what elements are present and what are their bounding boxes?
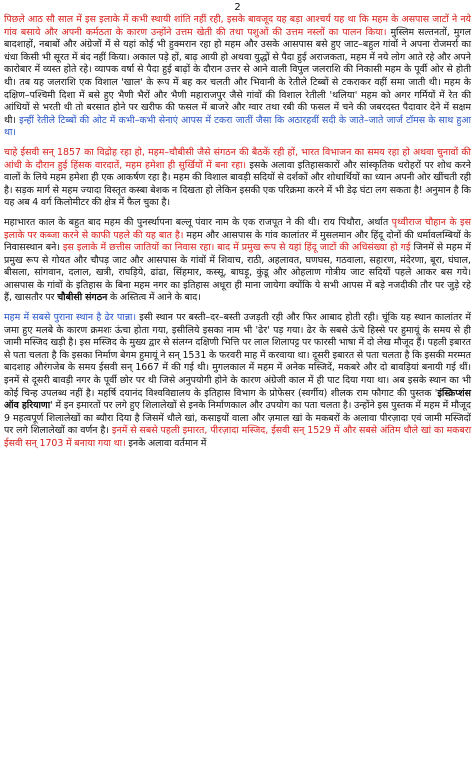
paragraph-4 — [4, 312, 471, 451]
text-run: महाभारत काल के बहुत बाद महम की पुनर्स्थापना बल्लू पंवार नाम के एक राजपूत ने की थी। राय पिथौरा, अर्थात — [4, 216, 392, 228]
paragraph-3 — [4, 217, 471, 305]
paragraph-gap — [4, 305, 471, 312]
text-run: जिनमें से महम में प्रमुख रूप से गोयत और चौपड़ जाट और आसपास के गांवों में शिवाच, राठी, अहलावत, घणघस, गठवाला, सहारण, मंदेरणा, बूरा, घंघाल, बीसला, सांगवान, दलाल, खत्री, राघड़िये, ढांढा, सिंहमार, कस्सू, बाघड़ू, कुंडू और ओहलाण गोत्रीय जाट सदियों पहले आकर बस गये। आसपास के गांवों के इतिहास के बिना महम नगर का इतिहास अधूरा ही माना जायेगा क्योंकि ये सभी आपस में बड़े नजदीकी तौर पर जुड़े रहे हैं, खासतौर पर — [4, 242, 471, 304]
text-run: चाहे ईसवी सन् 1857 का विद्रोह रहा हो, महम–चौबीसी जैसे संगठन की बैठकें रही हों, भारत विभाजन का समय रहा हो अथवा चुनावों की आंधी के दौरान हुई हिंसक वारदातें, महम हमेशा ही सुर्खियों में बना रहा। — [4, 146, 471, 171]
text-run: इस इलाके में छत्तीस जातियों का निवास रहा। बाद में प्रमुख रूप से यहां हिंदू जाटों की अधिसंख्या हो गई — [59, 242, 411, 254]
text-run: मुस्लिम सल्तनतों, मुगल बादशाहों, नबाबों और अंग्रेजों में से यहां कोई भी हुक्मरान रहा हो महम और उसके आसपास बसे हुए जाट–बहुल गांवों ने अपना रोजमर्रा का धंधा किसी भी सूरत में बंद नहीं किया। अकाल पड़े हों, बाढ़ आयी हो अथवा युद्धों से पैदा हुई अराजकता, महम में नये लोग आते रहे और अपने कारोबार में व्यस्त होते रहे। व्यापक वर्षा से पैदा हुई बाढ़ों के दौरान उत्तर से आने वाली विपुल जलराशि की निकासी महम के पूर्वी ओर से होती थी। तब यह जलराशि एक विशाल 'खाल' के रूप में बह कर चलती और भिवानी के रेतीले टिब्बों से टकराकर वहीं समा जाती थी। महम के दक्षिण–पश्चिमी दिशा में बसे हुए भैणी भैरों और भैणी महाराजपुर जैसे गांवों की विशाल रेतीली 'थलिया' महम को अगर गर्मियों में रेत की आंधियों से भरती थी तो बरसात होने पर खरीफ की फसल में बाजरे और ग्वार तथा रबी की फसल में चने की जबरदस्त पैदावार देने में सक्षम थी। — [4, 26, 471, 126]
text-run: महम और आसपास के गांव कालांतर में मुसलमान और हिंदू दोनों की धर्मावलम्बियों के निवासस्थान बने। — [4, 229, 472, 254]
text-run: इंस्क्रिप्शंस ऑव हरियाणा — [4, 387, 471, 412]
text-run: इनमें से सबसे पहली इमारत, पीरज़ादा मस्जिद, ईसवी सन् 1529 में और सबसे अंतिम धौले खां का मकबरा ईसवी सन् 1703 में बनाया गया था। — [4, 425, 472, 449]
paragraph-1 — [4, 14, 471, 140]
text-run: इन्हीं रेतीले टिब्बों की ओट में कभी–कभी सेनाएं आपस में टकरा जातीं जैसा कि अठारहवीं सदी के जाते–जाते जार्ज टॉमस के साथ हुआ था। — [4, 114, 471, 139]
page-number: 2 — [234, 2, 241, 13]
text-run: ' में इन इमारतों पर लगे हुए शिलालेखों से इनके निर्माणकाल और उपयोग का पता चलता है। उन्होंने इस पुस्तक में महम में मौजूद 9 महत्वपूर्ण शिलालेखों का ब्यौरा दिया है जिसमें धौले खां, कसाइयों वाला और ज़माल खां के मकबरों के अलावा पीरज़ादा एवं जामी मस्जिदों पर लगे शिलालेखों का वर्णन है। — [4, 400, 471, 437]
text-run: के अस्तित्व में आने के बाद। — [107, 292, 201, 304]
document-body — [4, 14, 471, 451]
text-run: इनके अलावा वर्तमान में — [125, 438, 207, 449]
text-run: इसके अलावा इतिहासकारों और सांस्कृतिक धरोहरों पर शोध करने वालों के लिये महम हमेशा ही एक आकर्षण रहा है। महम की विशाल बावड़ी सदियों से दर्शकों और शोधार्थियों का ध्यान अपनी ओर खींचती रही है। सड़क मार्ग से महम ज्यादा विस्तृत कस्बा बेशक न दिखता हो लेकिन इसकी एक परिक्रमा करने में भी डेढ़ घंटा लग सकता है! अनुमान है कि यह अब 4 वर्ग किलोमीटर की क्षेत्र में फैल चुका है। — [4, 159, 471, 209]
text-run: महम में सबसे पुराना स्थान है ढेर पान्ना। — [4, 312, 137, 324]
text-run: पृथ्वीराज चौहान के इस इलाके पर कब्जा करने से काफी पहले की यह बात है। — [4, 216, 471, 241]
text-run: इसी स्थान पर बस्ती–दर–बस्ती उजड़ती रही और फिर आबाद होती रही। चूंकि यह स्थान कालांतर में जमा हुए मलबे के कारण क्रमशः ऊंचा होता गया, इसीलिये इसका नाम भी 'ढेर' पड़ गया। ढेर के सबसे ऊंचे हिस्से पर हुमायूं के समय से ही जामी मस्जिद खड़ी है। इस मस्जिद के मुख्य द्वार से संलग्न दक्षिणी भित्ति पर लाल शिलापट्ट पर फारसी भाषा में दो लेख मौजूद हैं। पहली इबारत से पता चलता है कि इसका निर्माण बेगम हुमायूं ने सन् 1531 के फरवरी माह में करवाया था। दूसरी इबारत से पता चलता है कि इसकी मरम्मत बादशाह औरंगजेब के समय ईसवी सन् 1667 में की गई थी। मुगलकाल में महम में अनेक मस्जिदें, मकबरे और दो बावड़ियां बनायी गई थीं। इनमें से दूसरी बावड़ी नगर के पूर्वी छोर पर थी जिसे अनुपयोगी होने के कारण अंग्रेजी काल में ही पाट दिया गया था। अब इसके स्थान का भी कोई चिन्ह उपलब्ध नहीं है। महर्षि दयानंद विश्वविद्यालय के इतिहास विभाग के प्रोफेसर (स्वर्गीय) शीलक राम फौगाट की पुस्तक ' — [4, 312, 471, 399]
paragraph-2 — [4, 147, 471, 210]
paragraph-gap — [4, 210, 471, 217]
text-run: चौबीसी संगठन — [57, 292, 108, 304]
paragraph-gap — [4, 140, 471, 147]
text-run: पिछले आठ सौ साल में इस इलाके में कभी स्थायी शांति नहीं रही, इसके बावजूद यह बड़ा आश्चर्य यह था कि महम के असपास जाटों ने नये गांव बसाये और अपनी कर्मठता के कारण उन्होंने उत्तम खेती की तथा पशुओं की उत्तम नस्लों का पालन किया। — [4, 14, 471, 38]
